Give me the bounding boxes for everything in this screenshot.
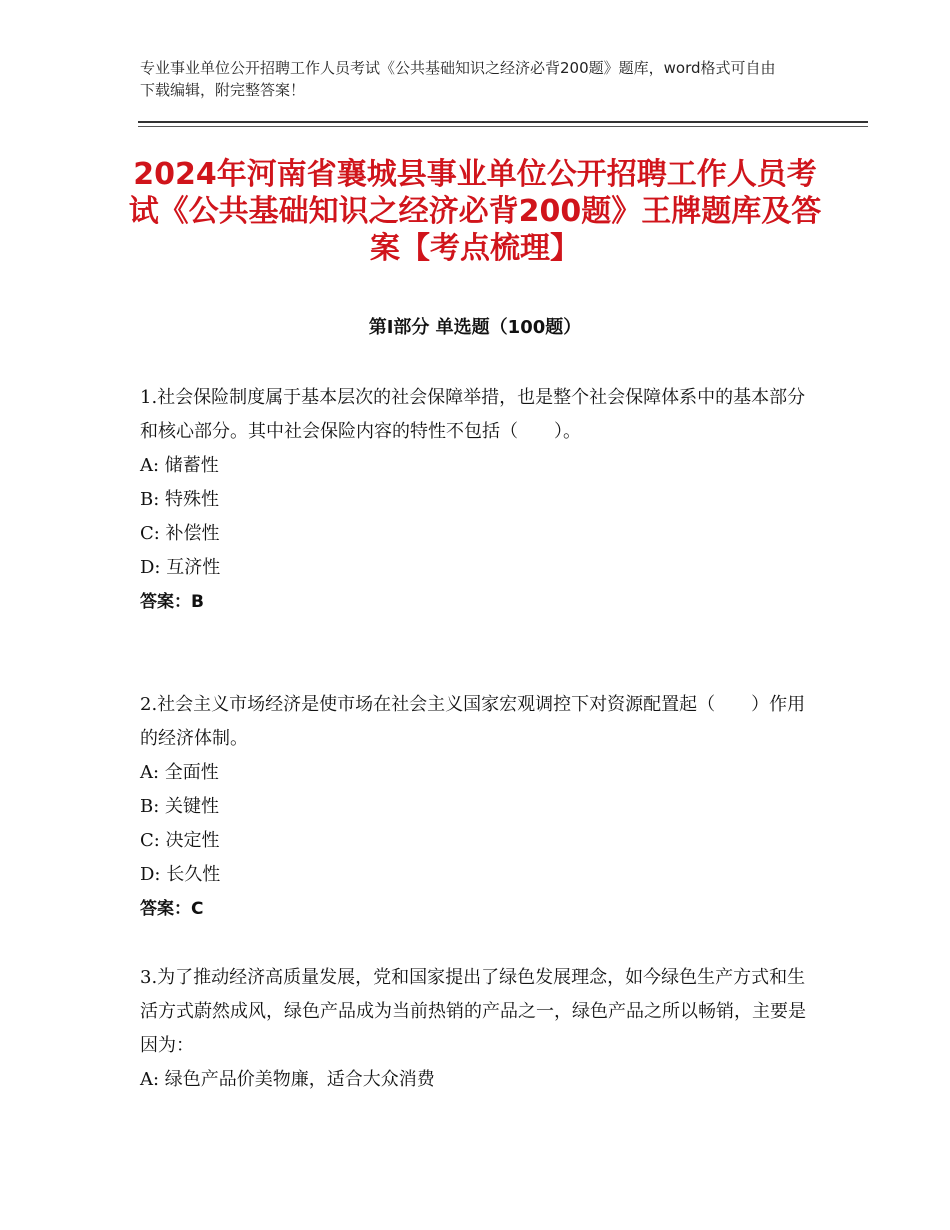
option-a: A: 绿色产品价美物廉，适合大众消费 [140,1069,435,1090]
question-1 [140,381,810,619]
question-stem: 3.为了推动经济高质量发展，党和国家提出了绿色发展理念，如今绿色生产方式和生活方式蔚然成风，绿色产品成为当前热销的产品之一，绿色产品之所以畅销，主要是因为： [140,967,806,1056]
option-b: B: 特殊性 [140,489,220,510]
answer: 答案：C [140,899,204,919]
option-a: A: 全面性 [140,762,219,783]
answer: 答案：B [140,592,204,612]
question-3 [140,961,810,1097]
header-note: 专业事业单位公开招聘工作人员考试《公共基础知识之经济必背200题》题库，word格式可自由下载编辑，附完整答案！ [140,59,776,99]
option-d: D: 长久性 [140,864,221,885]
option-c: C: 补偿性 [140,523,220,544]
question-stem: 1.社会保险制度属于基本层次的社会保障举措，也是整个社会保障体系中的基本部分和核心部分。其中社会保险内容的特性不包括（ ）。 [140,387,806,442]
section-title: 第Ⅰ部分 单选题（100题） [368,317,582,338]
option-d: D: 互济性 [140,557,221,578]
document-title: 2024年河南省襄城县事业单位公开招聘工作人员考试《公共基础知识之经济必背200题》王牌题库及答案【考点梳理】 [128,157,822,266]
question-2 [140,688,810,926]
header-rule-thick [138,121,868,123]
question-stem: 2.社会主义市场经济是使市场在社会主义国家宏观调控下对资源配置起（ ）作用的经济体制。 [140,694,806,749]
header-rule-thin [138,126,868,127]
option-a: A: 储蓄性 [140,455,219,476]
option-c: C: 决定性 [140,830,220,851]
option-b: B: 关键性 [140,796,220,817]
